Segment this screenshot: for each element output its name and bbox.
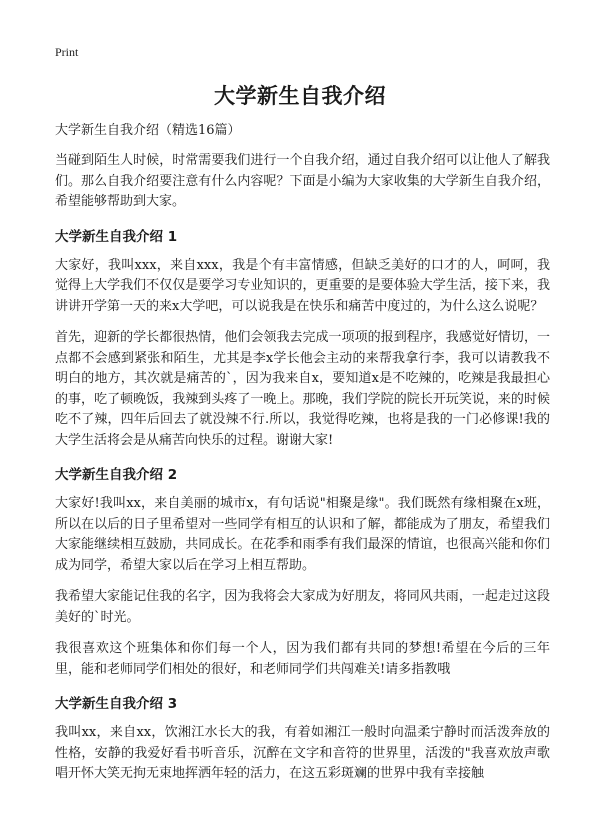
section-2-paragraph-2: 我希望大家能记住我的名字，因为我将会大家成为好朋友，将同风共雨，一起走过这段美好的`时光。	[55, 589, 550, 625]
section-1-paragraph-1: 大家好，我叫xxx，来自xxx，我是个有丰富情感，但缺乏美好的口才的人，呵呵，我觉得上大学我们不仅仅是要学习专业知识的，更重要的是要体验大学生活，接下来，我讲讲开学第一天的来x大学吧，可以说我是在快乐和痛苦中度过的，为什么这么说呢？	[55, 257, 550, 314]
section-heading-2: 大学新生自我介绍 2	[55, 467, 178, 483]
section-1-paragraph-2: 首先，迎新的学长都很热情，他们会领我去完成一项项的报到程序，我感觉好情切，一点都不会感到紧张和陌生，尤其是李x学长他会主动的来帮我拿行李，我可以请教我不明白的地方，其次就是痛苦的`，因为我来自x，要知道x是不吃辣的，吃辣是我最担心的事，吃了顿晚饭，我辣到头疼了一晚上。那晚，我们学院的院长开玩笑说，来的时候吃不了辣，四年后回去了就没辣不行.所以，我觉得吃辣，也将是我的一门必修课!我的大学生活将会是从痛苦向快乐的过程。谢谢大家!	[55, 330, 550, 448]
section-heading-1: 大学新生自我介绍 1	[55, 228, 178, 245]
intro-paragraph: 当碰到陌生人时候，时常需要我们进行一个自我介绍，通过自我介绍可以让他人了解我们。那么自我介绍要注意有什么内容呢？下面是小编为大家收集的大学新生自我介绍，希望能够帮助到大家。	[55, 153, 550, 209]
print-link[interactable]: Print	[55, 45, 79, 59]
article-subtitle: 大学新生自我介绍（精选16篇）	[55, 123, 241, 138]
page-title: 大学新生自我介绍	[214, 84, 386, 108]
section-heading-3: 大学新生自我介绍 3	[55, 696, 178, 712]
section-2-paragraph-1: 大家好!我叫xx，来自美丽的城市x，有句话说"相聚是缘"。我们既然有缘相聚在x班，所以在以后的日子里希望对一些同学有相互的认识和了解，都能成为了朋友，希望我们大家能继续相互鼓励，共同成长。在花季和雨季有我们最深的情谊，也很高兴能和你们成为同学，希望大家以后在学习上相互帮助。	[55, 496, 550, 573]
section-3-paragraph-1: 我叫xx，来自xx，饮湘江水长大的我，有着如湘江一般时向温柔宁静时而活泼奔放的性格，安静的我爱好看书听音乐，沉醉在文字和音符的世界里，活泼的"我喜欢放声歌唱开怀大笑无拘无束地挥洒年轻的活力，在这五彩斑斓的世界中我有幸接触	[55, 725, 550, 781]
section-2-paragraph-3: 我很喜欢这个班集体和你们每一个人，因为我们都有共同的梦想!希望在今后的三年里，能和老师同学们相处的很好，和老师同学们共闯难关!请多指教哦	[55, 641, 550, 677]
article-body	[55, 121, 550, 796]
